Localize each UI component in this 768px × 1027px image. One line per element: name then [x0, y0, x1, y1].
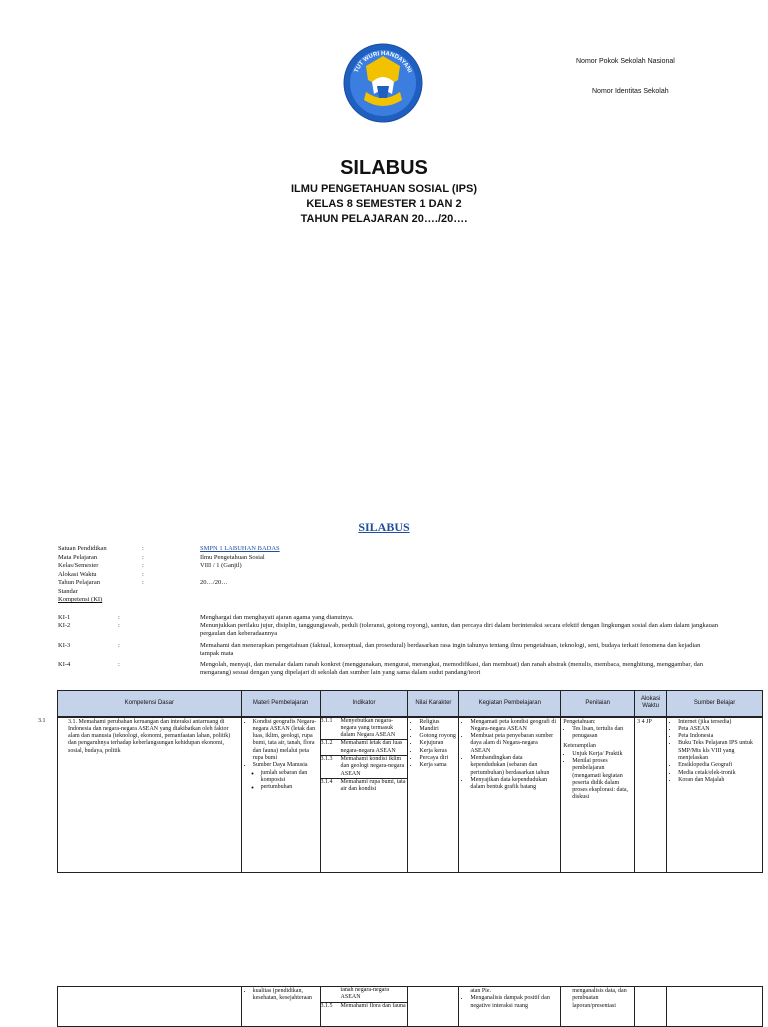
indicator-text: Memahami rupa bumi, tata air dan kondisi: [340, 778, 406, 793]
sumber-cell: [667, 717, 763, 873]
kd-cell: [58, 717, 242, 873]
list-item: ◦ pertumbuhan: [261, 784, 318, 791]
header-materi: Materi Pembelajaran: [241, 691, 320, 717]
info-label: Kelas/Semester: [58, 562, 99, 569]
indicator-item: [321, 740, 408, 756]
list-item: • Media cetak/elek-tronik: [678, 770, 760, 777]
nilai-cell: [408, 987, 459, 1027]
list-item: • Kerja sama: [419, 762, 456, 769]
list-item: • Mengamati peta kondisi geografi di Negara-negara ASEAN: [470, 719, 558, 734]
list-item: • Peta Indonesia: [678, 733, 760, 740]
ki-label: KI-4: [58, 661, 71, 668]
list-item: • Kerja keras: [419, 748, 456, 755]
indicator-number: 3.1.4: [320, 778, 333, 785]
alokasi-cell: [635, 987, 667, 1027]
ki-colon: :: [118, 614, 120, 621]
list-item: ◦ jumlah sebaran dan komposisi: [261, 770, 318, 785]
cover-year: TAHUN PELAJARAN 20…./20….: [300, 213, 468, 225]
header-alokasi-waktu: Alokasi Waktu: [635, 691, 667, 717]
penilaian-keterampilan: Keterampilan: [563, 743, 596, 750]
indikator-cell: [320, 717, 408, 873]
indicator-text: Memahami kondisi iklim dan geologi negara-negara ASEAN: [340, 755, 405, 777]
list-item: • Koran dan Majalah: [678, 777, 760, 784]
info-value: Ilmu Pengetahuan Sosial: [200, 553, 265, 561]
list-item: • Peta ASEAN: [678, 726, 760, 733]
header-penilaian: Penilaian: [561, 691, 635, 717]
header-kegiatan: Kegiatan Pembelajaran: [459, 691, 561, 717]
info-colon: :: [142, 553, 144, 561]
list-item: • Kejujuran: [419, 740, 456, 747]
silabus-title: SILABUS: [358, 520, 410, 534]
logo-motto: TUT WURI HANDAYANI: [353, 50, 413, 74]
list-item: • Unjuk Kerja/ Praktik: [572, 751, 632, 758]
list-item: • Mandiri: [419, 726, 456, 733]
cover-title: SILABUS: [340, 157, 428, 179]
indicator-item: [321, 718, 408, 741]
nilai-cell: [408, 717, 459, 873]
info-colon: :: [142, 579, 144, 586]
kompetensi-inti-label: Kompetensi (KI): [58, 596, 103, 603]
syllabus-table-continued: [57, 986, 763, 1027]
materi-cell: [241, 987, 320, 1027]
kd-text: 3.1. Memahami perubahan keruangan dan interaksi antarruang di Indonesia dan negara-negara ASEAN yang diakibatkan oleh faktor alam dan manusia (teknologi, ekonomi, pemanfaatan lahan, politik) dan pengaruhnya terhadap keberlangsungan kehidupan ekonomi, sosial, budaya, politik: [68, 718, 231, 754]
info-colon: :: [142, 545, 144, 552]
ki-text: Memahami dan menerapkan pengetahuan (faktual, konseptual, dan prosedural) berdasarkan rasa ingin tahunya tentang ilmu pengetahuan, teknologi, seni, budaya terkait fenomena dan kejadian tampak mata: [200, 642, 701, 657]
list-item: • Gotong royong: [419, 733, 456, 740]
indicator-item: [321, 756, 408, 779]
ki-text: Menghargai dan menghayati ajaran agama yang dianutnya.: [200, 614, 354, 621]
header-nilai-karakter: Nilai Karakter: [408, 691, 459, 717]
header-indikator: Indikator: [320, 691, 408, 717]
header-kompetensi-dasar: Kompetensi Dasar: [58, 691, 242, 717]
indicator-number: 3.1.3: [320, 755, 333, 762]
info-colon: :: [142, 570, 144, 578]
school-link[interactable]: SMPN 1 LABUHAN BADAS: [200, 545, 280, 552]
ki-colon: :: [118, 622, 120, 629]
kegiatan-cell: [459, 987, 561, 1027]
info-label: Alokasi Waktu: [58, 570, 97, 578]
list-item: • Kondisi geografis Negara-negara ASEAN (letak dan luas, iklim, geologi, rupa bumi, tata air, tanah, flora dan fauna) melalui peta rupa bumi: [253, 719, 318, 763]
info-value: 20…/20…: [200, 579, 228, 586]
penilaian-cell: [561, 717, 635, 873]
list-item: • Tes lisan, tertulis dan penugasan: [572, 726, 632, 741]
table-row: [58, 987, 763, 1027]
info-value: VIII / 1 (Ganjil): [200, 562, 242, 569]
indicator-item: [321, 779, 408, 794]
cover-subject: ILMU PENGETAHUAN SOSIAL (IPS): [291, 183, 477, 195]
syllabus-table: [57, 690, 763, 873]
list-item: • Menganalisis dampak positif dan negative interaksi ruang: [470, 995, 558, 1010]
info-label: Satuan Pendidikan: [58, 545, 107, 552]
nis-label: Nomor Identitas Sekolah: [592, 88, 669, 95]
ki-label: KI-2: [58, 622, 71, 629]
penilaian-pengetahuan: Pengetahuan:: [563, 718, 596, 725]
cover-class-semester: KELAS 8 SEMESTER 1 DAN 2: [306, 198, 462, 210]
info-label: Tahun Pelajaran: [58, 579, 100, 586]
kd-cell: [58, 987, 242, 1027]
header-sumber-belajar: Sumber Belajar: [667, 691, 763, 717]
list-item: • Ensiklopedia Geografi: [678, 762, 760, 769]
list-item: • Percaya diri: [419, 755, 456, 762]
indicator-number: 3.1.5: [320, 1002, 333, 1009]
indikator-cell: [320, 987, 408, 1027]
indicator-item: [321, 987, 408, 1003]
list-item: • Membuat peta penyebaran sumber daya alam di Negara-negara ASEAN: [470, 733, 558, 755]
identity-block: [0, 545, 768, 605]
list-item: • Membandingkan data kependudukan (sebaran dan pertumbuhan) berdasarkan tahun: [470, 755, 558, 777]
ki-colon: :: [118, 661, 120, 668]
list-item: [253, 762, 318, 791]
ki-label: KI-1: [58, 614, 71, 621]
indicator-number: [321, 987, 341, 1002]
list-item: • kualitas (pendidikan, kesehatan, kesejahteraan: [253, 988, 318, 1003]
indicator-text: Memahami letak dan luas negara-negara ASEAN: [340, 740, 403, 754]
npsn-label: Nomor Pokok Sekolah Nasional: [576, 58, 675, 65]
kegiatan-text: atan Pie.: [470, 988, 492, 994]
ki-colon: :: [118, 642, 120, 649]
indicator-number: 3.1.1: [320, 717, 333, 724]
indicator-item: [321, 1003, 408, 1010]
indicator-number: 3.1.2: [320, 740, 333, 747]
info-colon: :: [142, 562, 144, 569]
ki-text: Menunjukkan perilaku jujur, disiplin, tanggungjawab, peduli (toleransi, gotong royong), santun, dan percaya diri dalam berinteraksi secara efektif dengan lingkungan sosial dan alam dalam jangkauan pergaulan dan keberadaannya: [200, 622, 718, 637]
tut-wuri-handayani-logo: [342, 42, 424, 124]
ki-text: Mengolah, menyaji, dan menalar dalam ranah konkret (menggunakan, mengurai, merangkai, memodifikasi, dan membuat) dan ranah abstrak (menulis, membaca, menghitung, menggambar, dan mengarang) sesuai dengan yang dipelajari di sekolah dan sumber lain yang sama dalam sudut pandang/teori: [200, 661, 703, 676]
indicator-text: tanah negara-negara ASEAN: [340, 987, 390, 1001]
list-item: • Menyajikan data kependudukan dalam bentuk grafik batang: [470, 777, 558, 792]
kegiatan-cell: [459, 717, 561, 873]
row-number: 3.1: [38, 718, 46, 724]
list-item: • Menilai proses pembelajaran (mengamati kegiatan peserta didik dalam proses eksplorasi: data, diskusi: [572, 758, 632, 802]
penilaian-cell: [561, 987, 635, 1027]
info-label: Mata Pelajaran: [58, 553, 98, 561]
materi-sdm: Sumber Daya Manusia: [252, 762, 308, 769]
standar-label: Standar: [58, 587, 78, 595]
materi-cell: [241, 717, 320, 873]
table-row: [58, 717, 763, 873]
list-item: • Buku Teks Pelajaran IPS untuk SMP/Mts kls VIII yang menjelaskan: [678, 740, 760, 762]
penilaian-text: menganalisis data, dan pembuatan laporan/presentasi: [572, 988, 627, 1009]
ki-label: KI-3: [58, 642, 71, 649]
indicator-text: Menyebutkan negara-negara yang termasuk dalam Negara ASEAN: [340, 717, 396, 739]
alokasi-cell: 3 4 JP: [635, 717, 667, 873]
list-item: • Internet (jika tersedia): [678, 719, 760, 726]
list-item: • Religius: [419, 719, 456, 726]
sumber-cell: [667, 987, 763, 1027]
indicator-text: Memahami flora dan fauna: [340, 1002, 406, 1009]
